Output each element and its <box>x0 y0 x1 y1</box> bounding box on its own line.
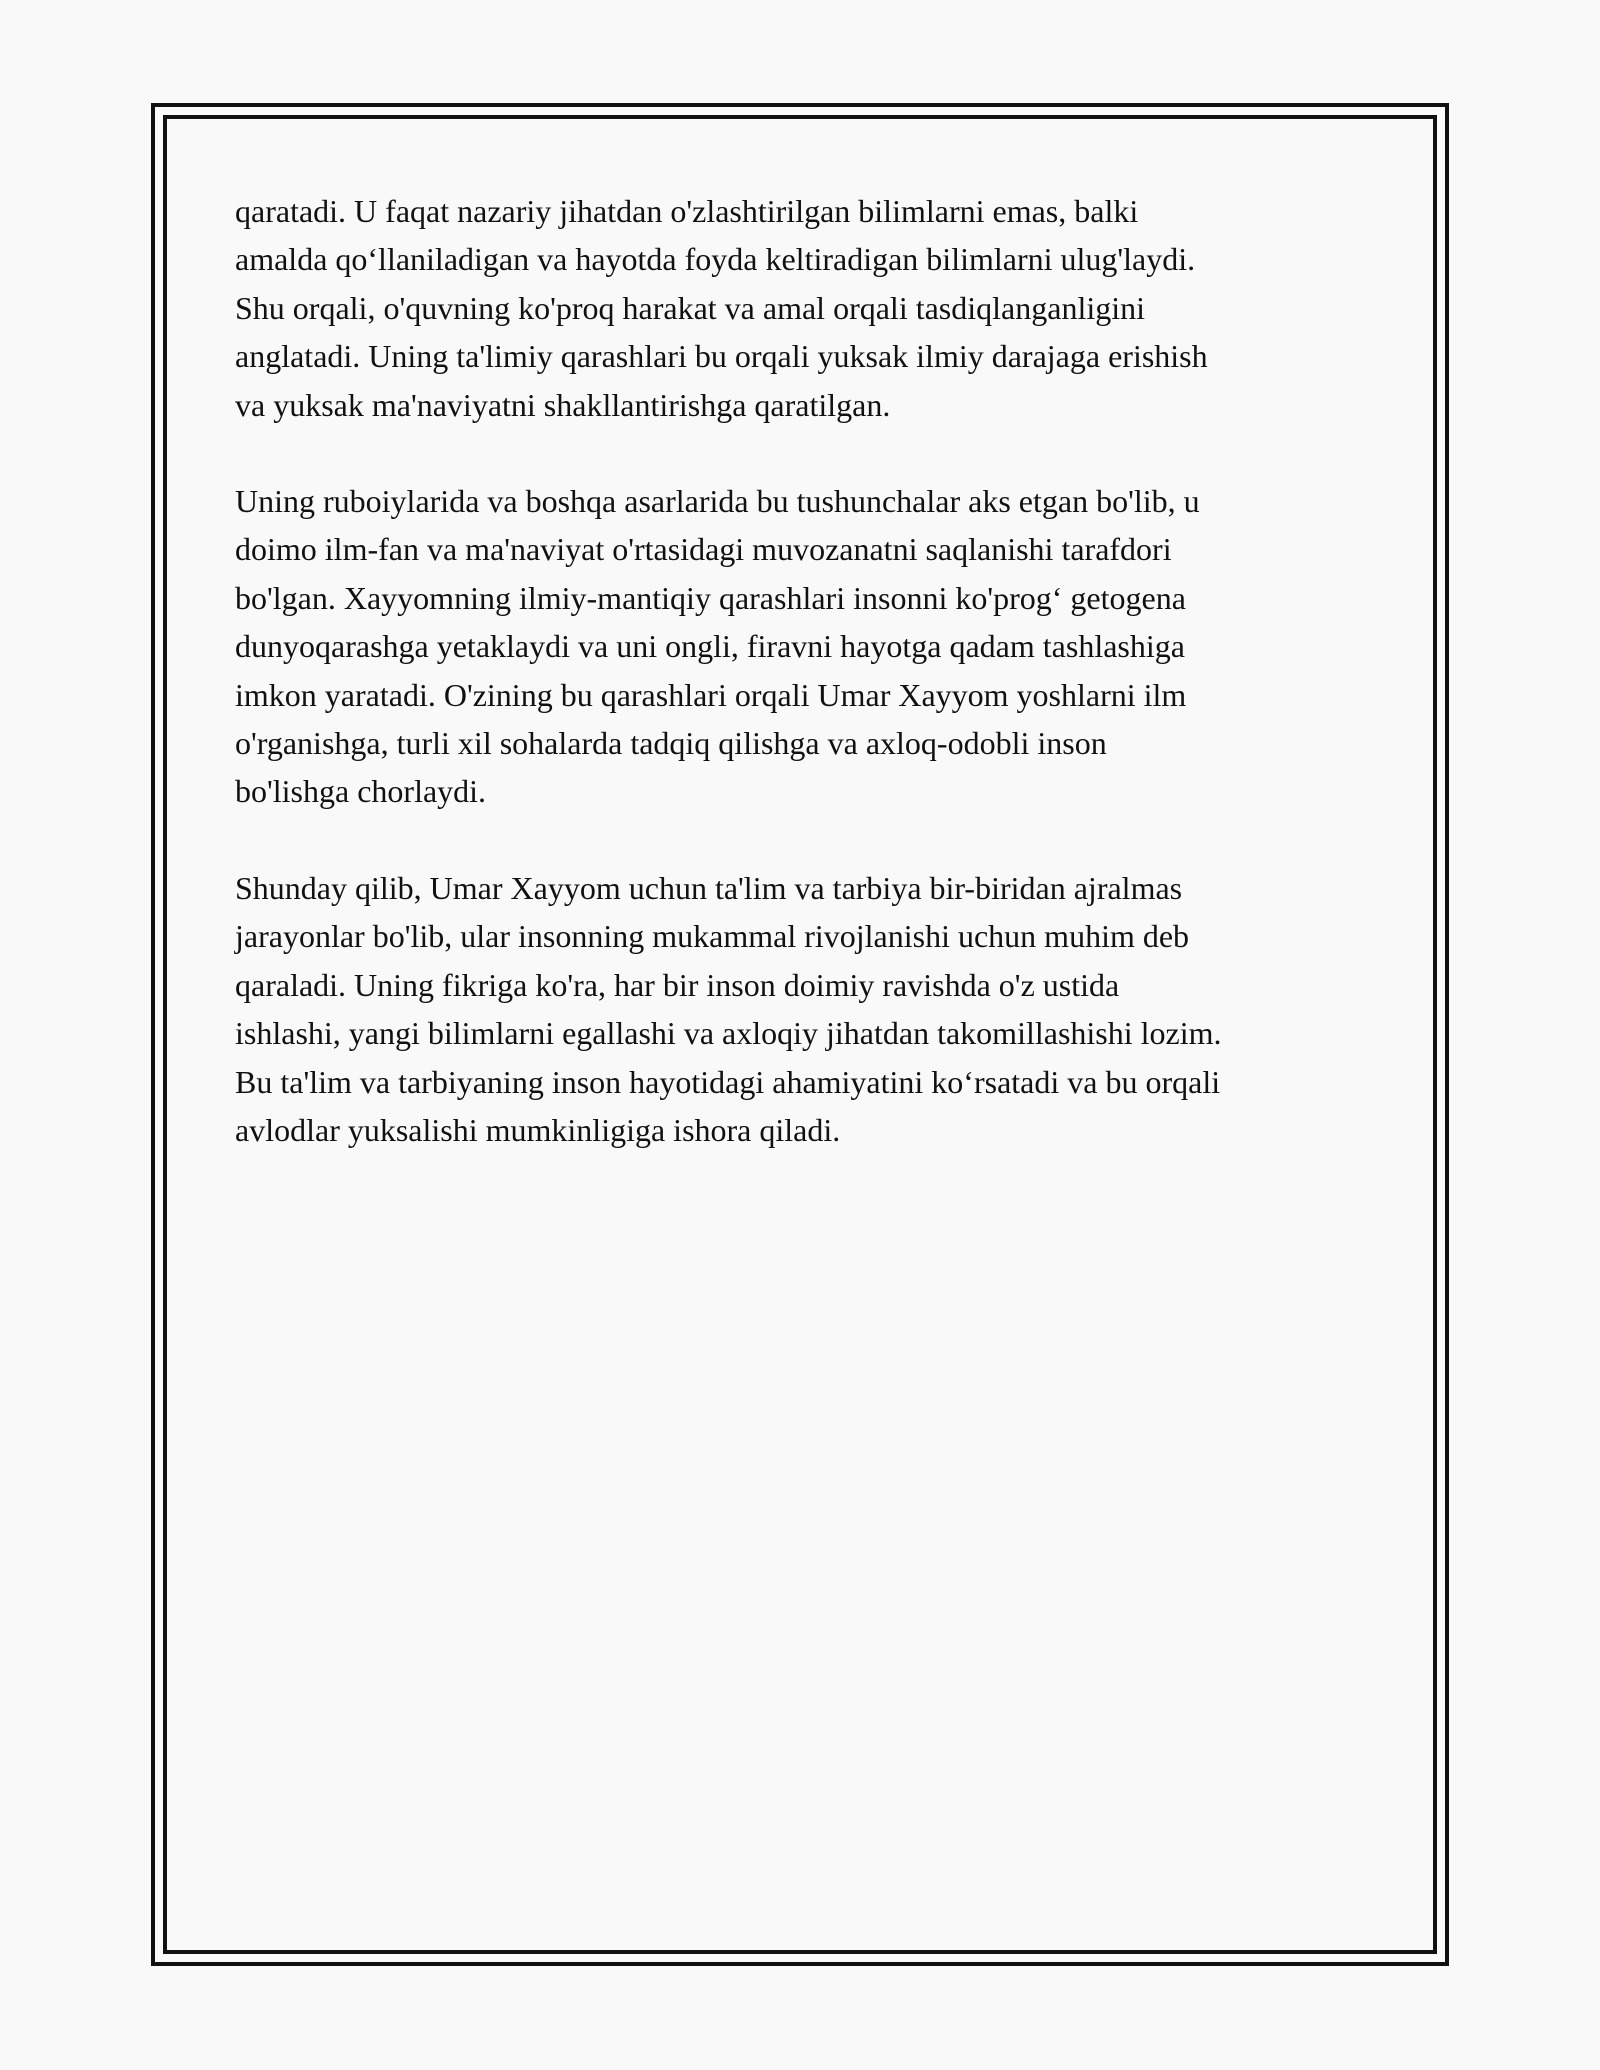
text-line: amalda qo‘llaniladigan va hayotda foyda keltiradigan bilimlarni ulug'laydi. <box>235 241 1196 278</box>
text-line: avlodlar yuksalishi mumkinligiga ishora qiladi. <box>235 1111 841 1148</box>
text-line: Shu orqali, o'quvning ko'proq harakat va amal orqali tasdiqlanganligini <box>235 289 1145 326</box>
document-body <box>235 187 1375 1202</box>
text-line: qaraladi. Uning fikriga ko'ra, har bir inson doimiy ravishda o'z ustida <box>235 966 1120 1003</box>
text-line: qaratadi. U faqat nazariy jihatdan o'zlashtirilgan bilimlarni emas, balki <box>235 193 1139 229</box>
paragraph-2 <box>235 477 1375 816</box>
text-line: imkon yaratadi. O'zining bu qarashlari orqali Umar Xayyom yoshlarni ilm <box>235 676 1187 713</box>
text-line: va yuksak ma'naviyatni shakllantirishga qaratilgan. <box>235 386 891 423</box>
text-line: dunyoqarashga yetaklaydi va uni ongli, firavni hayotga qadam tashlashiga <box>235 628 1185 665</box>
text-line: ishlashi, yangi bilimlarni egallashi va axloqiy jihatdan takomillashishi lozim. <box>235 1015 1222 1052</box>
text-line: bo'lishga chorlaydi. <box>235 773 487 810</box>
paragraph-1 <box>235 187 1375 429</box>
paragraph-3 <box>235 864 1375 1154</box>
text-line: o'rganishga, turli xil sohalarda tadqiq qilishga va axloq-odobli inson <box>235 725 1107 762</box>
text-line: bo'lgan. Xayyomning ilmiy-mantiqiy qarashlari insonni ko'prog‘ getogena <box>235 579 1186 616</box>
text-line: doimo ilm-fan va ma'naviyat o'rtasidagi muvozanatni saqlanishi tarafdori <box>235 531 1172 568</box>
text-line: jarayonlar bo'lib, ular insonning mukammal rivojlanishi uchun muhim deb <box>235 918 1190 955</box>
text-line: Uning ruboiylarida va boshqa asarlarida bu tushunchalar aks etgan bo'lib, u <box>235 483 1200 520</box>
text-line: Shunday qilib, Umar Xayyom uchun ta'lim va tarbiya bir-biridan ajralmas <box>235 869 1183 906</box>
text-line: anglatadi. Uning ta'limiy qarashlari bu orqali yuksak ilmiy darajaga erishish <box>235 338 1208 375</box>
text-line: Bu ta'lim va tarbiyaning inson hayotidagi ahamiyatini ko‘rsatadi va bu orqali <box>235 1063 1221 1100</box>
